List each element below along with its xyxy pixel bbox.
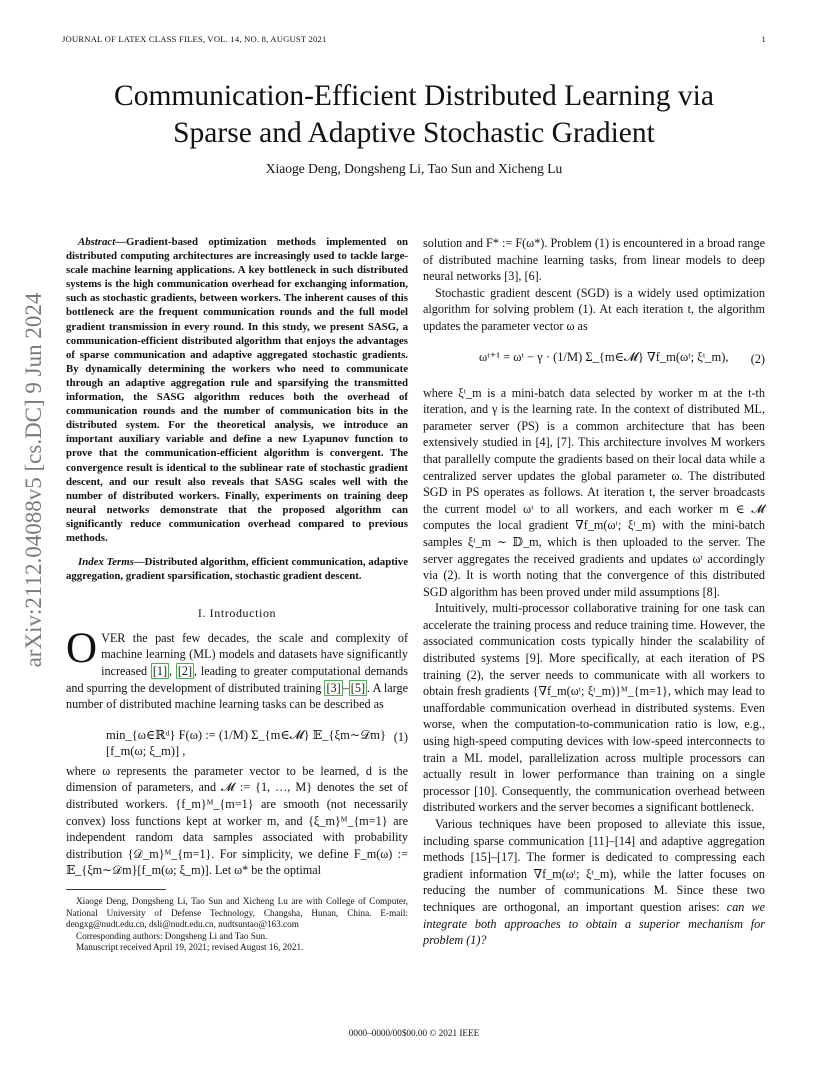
citation-link[interactable]: [1]: [152, 664, 168, 679]
right-paragraph-4: Intuitively, multi-processor collaborative training for one task can accelerate the training process and reduce training time. However, the associated communication costs typically hinder the scalability of distributed systems [9]. More specifically, at each iteration of PS training (2), the server needs to communicate with all workers to obtain fresh gradients {∇f_m(ωᵗ; ξᵗ_m)}ᴹ_{m=1}, which may lead to unaffordable communication overhead in distributed systems. Even worse, when the computation-to-communication ratio is low, e.g., using high-speed computing devices with low-speed interconnects to train a ML model, parallelization across multiple processors can actually result in lower performance than training on a single processor [10]. Consequently, the communication overhead between distributed workers and the server becomes a significant bottleneck.: [423, 601, 765, 815]
research-question: can we integrate both approaches to obtain a superior mechanism for problem (1)?: [423, 899, 766, 948]
right-paragraph-5-text: Various techniques have been proposed to alleviate this issue, including sparse communication [11]–[14] and adaptive aggregation methods [15]–[17]. The former is dedicated to compressing each gradient information ∇f_m(ωᵗ; ξᵗ_m), while the latter focuses on reducing the number of communications M. Since these two techniques are orthogonal, an important question arises:: [423, 817, 765, 914]
copyright-footer: 0000–0000/00$00.00 © 2021 IEEE: [348, 1028, 480, 1038]
page-number: 1: [761, 34, 766, 44]
left-column: [66, 235, 408, 954]
citation-link[interactable]: [2]: [177, 664, 193, 679]
intro-text-b: , leading to greater computational demands and spurring the development of distributed training: [66, 664, 408, 695]
footnote-manuscript: Manuscript received April 19, 2021; revised August 16, 2021.: [76, 942, 304, 953]
running-header: [62, 34, 766, 44]
index-terms-text: —Distributed algorithm, efficient communication, adaptive aggregation, gradient sparsification, stochastic gradient descent.: [66, 556, 408, 583]
intro-paragraph-2: where ω represents the parameter vector to be learned, d is the dimension of parameters, and 𝓜 := {1, …, M} denotes the set of distributed workers. {f_m}ᴹ_{m=1} are smooth (not necessarily convex) loss functions kept at worker m, and {ξ_m}ᴹ_{m=1} are independent random data samples associated with probability distribution {𝒟_m}ᴹ_{m=1}. For simplicity, we define F_m(ω) := 𝔼_{ξm∼𝒟m}[f_m(ω; ξ_m)]. Let ω* be the optimal: [66, 763, 408, 878]
right-paragraph-1: solution and F* := F(ω*). Problem (1) is encountered in a broad range of distributed machine learning tasks, from linear models to deep neural networks [3], [6].: [423, 236, 765, 284]
equation-2-body: ωᵗ⁺¹ = ωᵗ − γ · (1/M) Σ_{m∈𝓜} ∇f_m(ωᵗ; ξᵗ_m),: [479, 349, 729, 364]
footnote-corresponding: Corresponding authors: Dongsheng Li and Tao Sun.: [76, 930, 268, 941]
equation-1-body: min_{ω∈ℝᵈ} F(ω) := (1/M) Σ_{m∈𝓜} 𝔼_{ξm∼𝒟m} [f_m(ω; ξ_m)] ,: [106, 727, 387, 759]
journal-name: JOURNAL OF LATEX CLASS FILES, VOL. 14, NO. 8, AUGUST 2021: [62, 34, 327, 44]
drop-cap: O: [66, 624, 98, 672]
right-paragraph-3: where ξᵗ_m is a mini-batch data selected by worker m at the t-th iteration, and γ is the learning rate. In the context of distributed ML, parameter server (PS) is a common architecture that has been extensively studied in [4], [7]. This architecture involves M workers that parallelly compute the gradients based on their local data while a centralized server updates the global parameter ω. The distributed SGD in PS operates as follows. At iteration t, the server broadcasts the current model ωᵗ to all workers, and each worker m ∈ 𝓜 computes the local gradient ∇f_m(ωᵗ; ξᵗ_m) with the mini-batch samples ξᵗ_m ∼ 𝔻_m, which is then uploaded to the server. The server aggregates the received gradients and updates ωᵗ accordingly via (2). It is worth noting that the convergence of this distributed SGD algorithm has been proved under mild assumptions [8].: [423, 385, 765, 599]
equation-1: [66, 717, 408, 759]
intro-text-c: . A large number of distributed machine learning tasks can be described as: [66, 680, 409, 712]
right-paragraph-2: Stochastic gradient descent (SGD) is a widely used optimization algorithm for solving problem (1). At each iteration t, the algorithm updates the parameter vector ω as: [423, 285, 765, 333]
footnote: [66, 889, 408, 954]
abstract-text: —Gradient-based optimization methods implemented on distributed computing architectures are increasingly used to tackle large-scale machine learning applications. A key bottleneck in such distributed systems is the high communication overhead for exchanging information, such as stochastic gradients, between workers. The inherent causes of this bottleneck are the frequent communication rounds and the full model gradient transmission in every round. In this study, we present SASG, a communication-efficient distributed algorithm that enjoys the advantages of sparse communication and adaptive aggregated stochastic gradients. By dynamically determining the workers who need to communicate through an adaptive aggregation rule and sparsifying the transmitted information, the SASG algorithm reduces both the overhead of communication rounds and the number of communication bits in the distributed system. For the theoretical analysis, we introduce an important auxiliary variable and define a new Lyapunov function to prove that the communication-efficient algorithm is convergent. The convergence result is identical to the sublinear rate of stochastic gradient descent, and our result also reveals that SASG scales well with the number of distributed workers. Finally, experiments on training deep neural networks demonstrate that the proposed algorithm can significantly reduce communication overhead compared to previous methods.: [66, 236, 408, 544]
abstract: [66, 235, 408, 545]
right-paragraph-5: [423, 816, 765, 949]
footnote-rule: [66, 889, 166, 890]
footnote-affiliation: Xiaoge Deng, Dongsheng Li, Tao Sun and Xicheng Lu are with College of Computer, National University of Defense Technology, Changsha, Hunan, China. E-mail: dengxg@nudt.edu.cn, dsli@nudt.edu.cn, nudtsuntao@163.com: [66, 895, 408, 930]
citation-link[interactable]: [5]: [350, 680, 366, 695]
paper-title: [62, 78, 766, 152]
equation-2-number: (2): [750, 351, 765, 366]
arxiv-sidebar: [8, 292, 60, 668]
author-list: Xiaoge Deng, Dongsheng Li, Tao Sun and Xicheng Lu: [265, 161, 563, 176]
right-column: [423, 235, 765, 949]
index-terms-label: Index Terms: [78, 556, 134, 569]
intro-paragraph-1: OVER the past few decades, the scale and complexity of machine learning (ML) models and datasets have significantly increased [1] , [2] , leading to greater computational demands and spurring the development of distributed training [3] – [5] . A large number of distributed machine learning tasks can be described as: [66, 624, 409, 712]
title-line-1: Communication-Efficient Distributed Learning via: [114, 80, 714, 112]
arxiv-id: arXiv:2112.04088v5 [cs.DC] 9 Jun 2024: [21, 292, 46, 668]
equation-2: [423, 339, 765, 381]
intro-text-a: VER the past few decades, the scale and complexity of machine learning (ML) models and datasets have significantly increased: [101, 630, 408, 679]
citation-link[interactable]: [3]: [326, 680, 341, 695]
index-terms: [66, 555, 408, 583]
title-line-2: Sparse and Adaptive Stochastic Gradient: [173, 117, 655, 149]
equation-1-number: (1): [393, 729, 408, 744]
section-heading: I. Introduction: [197, 606, 277, 621]
abstract-label: Abstract: [78, 236, 116, 248]
